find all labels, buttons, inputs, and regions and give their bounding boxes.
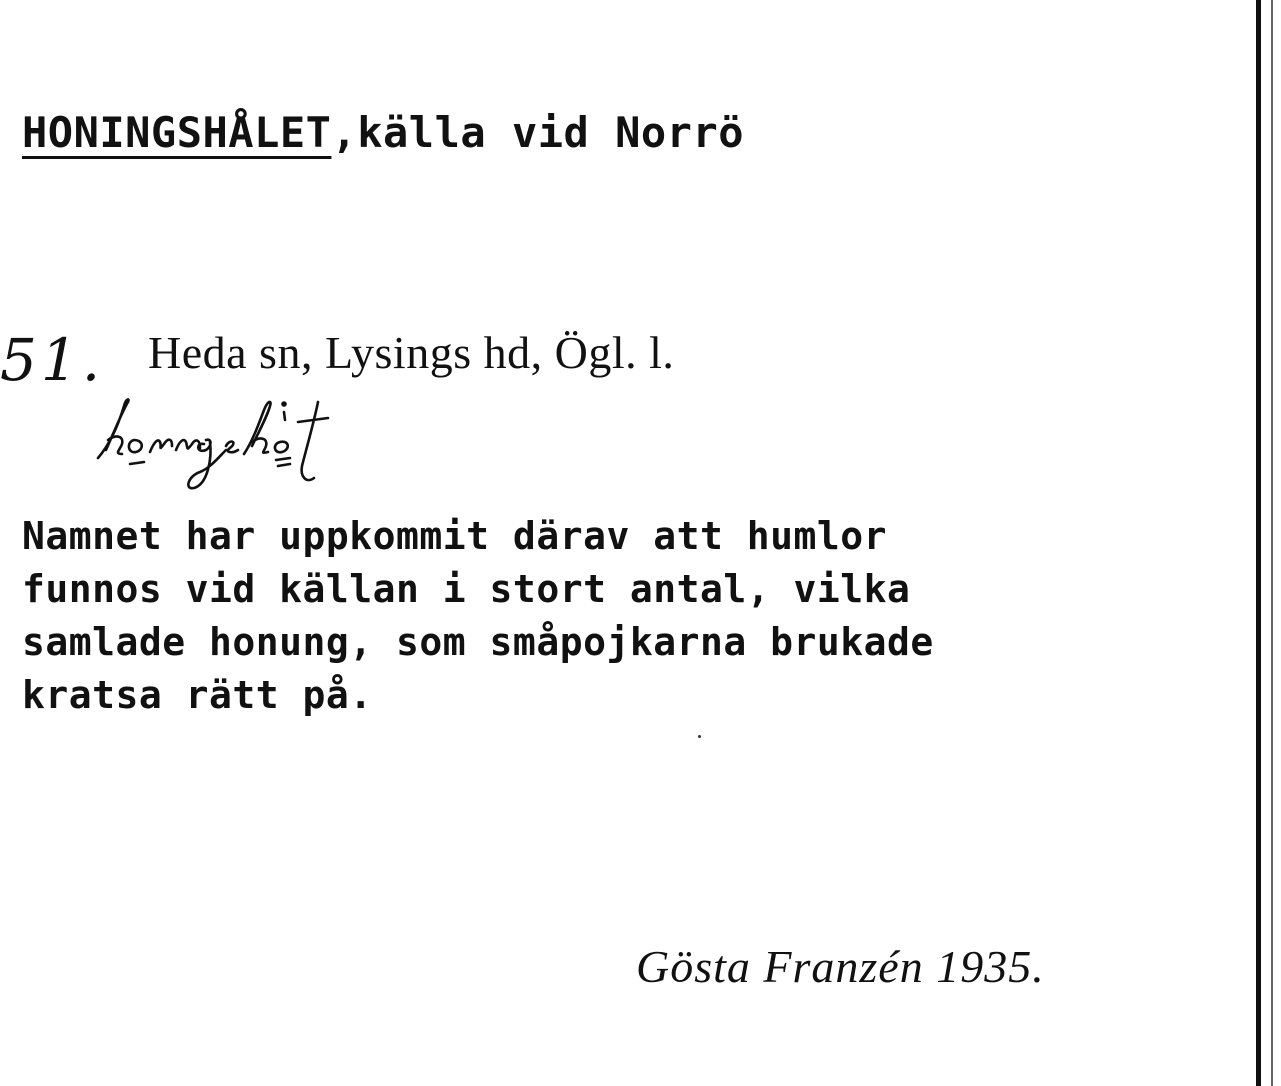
paper-speck [698,735,701,738]
handwritten-pronunciation [92,392,492,502]
card-heading [22,108,744,157]
pronunciation-script-drawing [92,392,492,502]
headword: HONINGSHÅLET [22,108,332,157]
description-line: kratsa rätt på. [22,673,373,717]
card-outer-edge [1271,0,1273,1086]
description-text [22,510,1222,722]
card-number: 51. [0,326,105,394]
description-line: funnos vid källan i stort antal, vilka [22,567,911,611]
card-right-edge [1256,0,1261,1086]
headword-suffix: ,källa vid Norrö [331,108,745,157]
description-line: Namnet har uppkommit därav att humlor [22,514,887,558]
location-line: Heda sn, Lysings hd, Ögl. l. [148,327,675,378]
description-line: samlade honung, som småpojkarna brukade [22,620,934,664]
signature: Gösta Franzén 1935. [636,941,1045,992]
